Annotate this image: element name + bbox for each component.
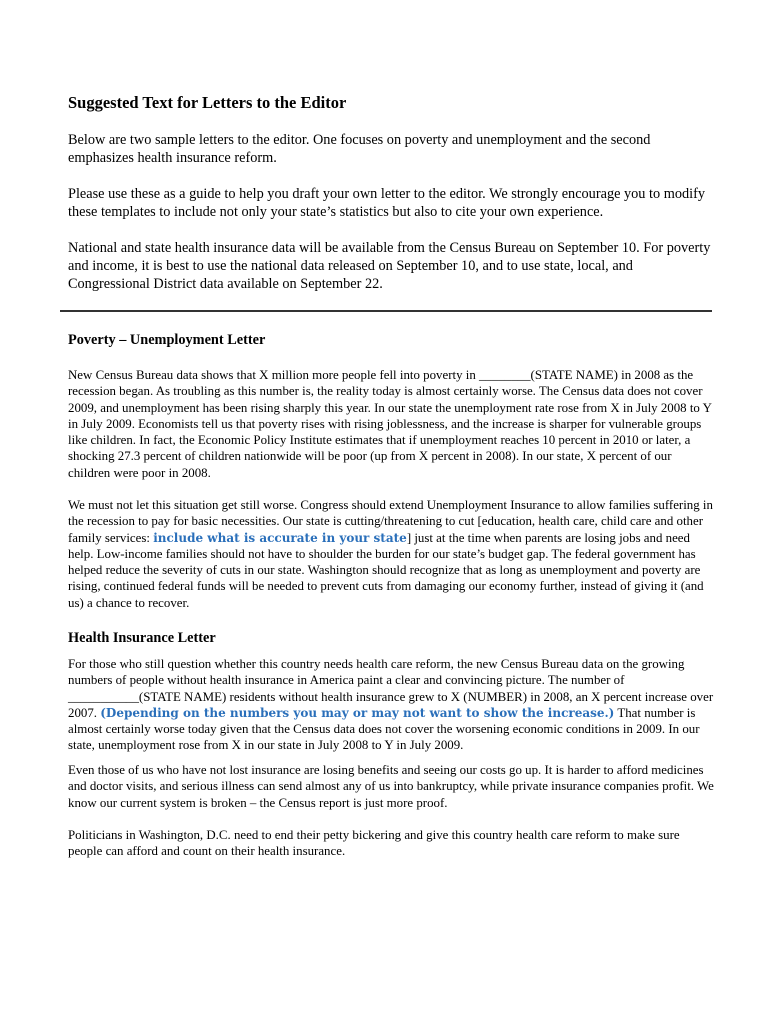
health-paragraph-1-end: That number is almost certainly worse today given that the Census data does not cover the worsening economic conditions in 2009. In our state, unemployment rose from X in our state in July 2008 to Y in July 2009. (68, 705, 700, 753)
state-services-placeholder: include what is accurate in your state (153, 530, 407, 545)
health-letter-heading: Health Insurance Letter (68, 630, 216, 646)
poverty-letter-paragraph-1: New Census Bureau data shows that X million more people fell into poverty in ________(STATE NAME) in 2008 as the recession began. As troubling as this number is, the reality today is almost certainly worse. The Census data does not cover 2009, and unemployment has been rising sharply this year. In our state the unemployment rate rose from X in July 2008 to Y in July 2009. Economists tell us that poverty rises with rising joblessness, and the increase is sharper for vulnerable groups like children. In fact, the Economic Policy Institute estimates that if unemployment reaches 10 percent in 2010 or later, a shocking 27.3 percent of children nationwide will be poor (up from X percent in 2008). In our state, X percent of our children were poor in 2008. (68, 368, 712, 480)
health-letter-paragraph-1 (68, 656, 716, 754)
poverty-paragraph-2-end: ] just at the time when parents are losing jobs and need help. Low-income families should not have to shoulder the burden for our state’s budget gap. The federal government has helped reduce the severity of cuts in our state. Washington should recognize that as long as unemployment and poverty are rising, continued federal funds will be needed to prevent cuts from damaging our economy further, instead of giving it (and us) a chance to recover. (68, 530, 704, 610)
page-title: Suggested Text for Letters to the Editor (68, 93, 347, 112)
health-letter-paragraph-2: Even those of us who have not lost insurance are losing benefits and seeing our costs go up. It is harder to afford medicines and doctor visits, and serious illness can send almost any of us into bankruptcy, while private insurance companies profit. We know our current system is broken – the Census report is just more proof. (68, 763, 714, 810)
health-paragraph-1-start: For those who still question whether this country needs health care reform, the new Census Bureau data on the growing numbers of people without health insurance in America paint a clear and convincing picture. The number of ___________(STATE NAME) residents without health insurance grew to X (NUMBER) in 2008, an X percent increase over 2007. (68, 657, 714, 720)
poverty-letter-heading: Poverty – Unemployment Letter (68, 332, 266, 348)
increase-note-placeholder: (Depending on the numbers you may or may not want to show the increase.) (100, 705, 615, 720)
poverty-paragraph-2-start: We must not let this situation get still worse. Congress should extend Unemployment Insurance to allow families suffering in the recession to pay for basic necessities. Our state is cutting/threatening to cut [education, health care, child care and other family services: (68, 498, 713, 545)
intro-paragraph-2: Please use these as a guide to help you draft your own letter to the editor. We strongly encourage you to modify these templates to include not only your state’s statistics but also to cite your own experience. (68, 186, 706, 220)
poverty-letter-paragraph-2 (68, 497, 716, 611)
health-letter-paragraph-3: Politicians in Washington, D.C. need to end their petty bickering and give this country health care reform to make sure people can afford and count on their health insurance. (68, 828, 680, 859)
intro-paragraph-3: National and state health insurance data will be available from the Census Bureau on September 10. For poverty and income, it is best to use the national data released on September 10, and to use state, local, and Congressional District data available on September 22. (68, 240, 711, 292)
intro-paragraph-1: Below are two sample letters to the editor. One focuses on poverty and unemployment and the second emphasizes health insurance reform. (68, 132, 651, 166)
section-divider (60, 310, 712, 312)
